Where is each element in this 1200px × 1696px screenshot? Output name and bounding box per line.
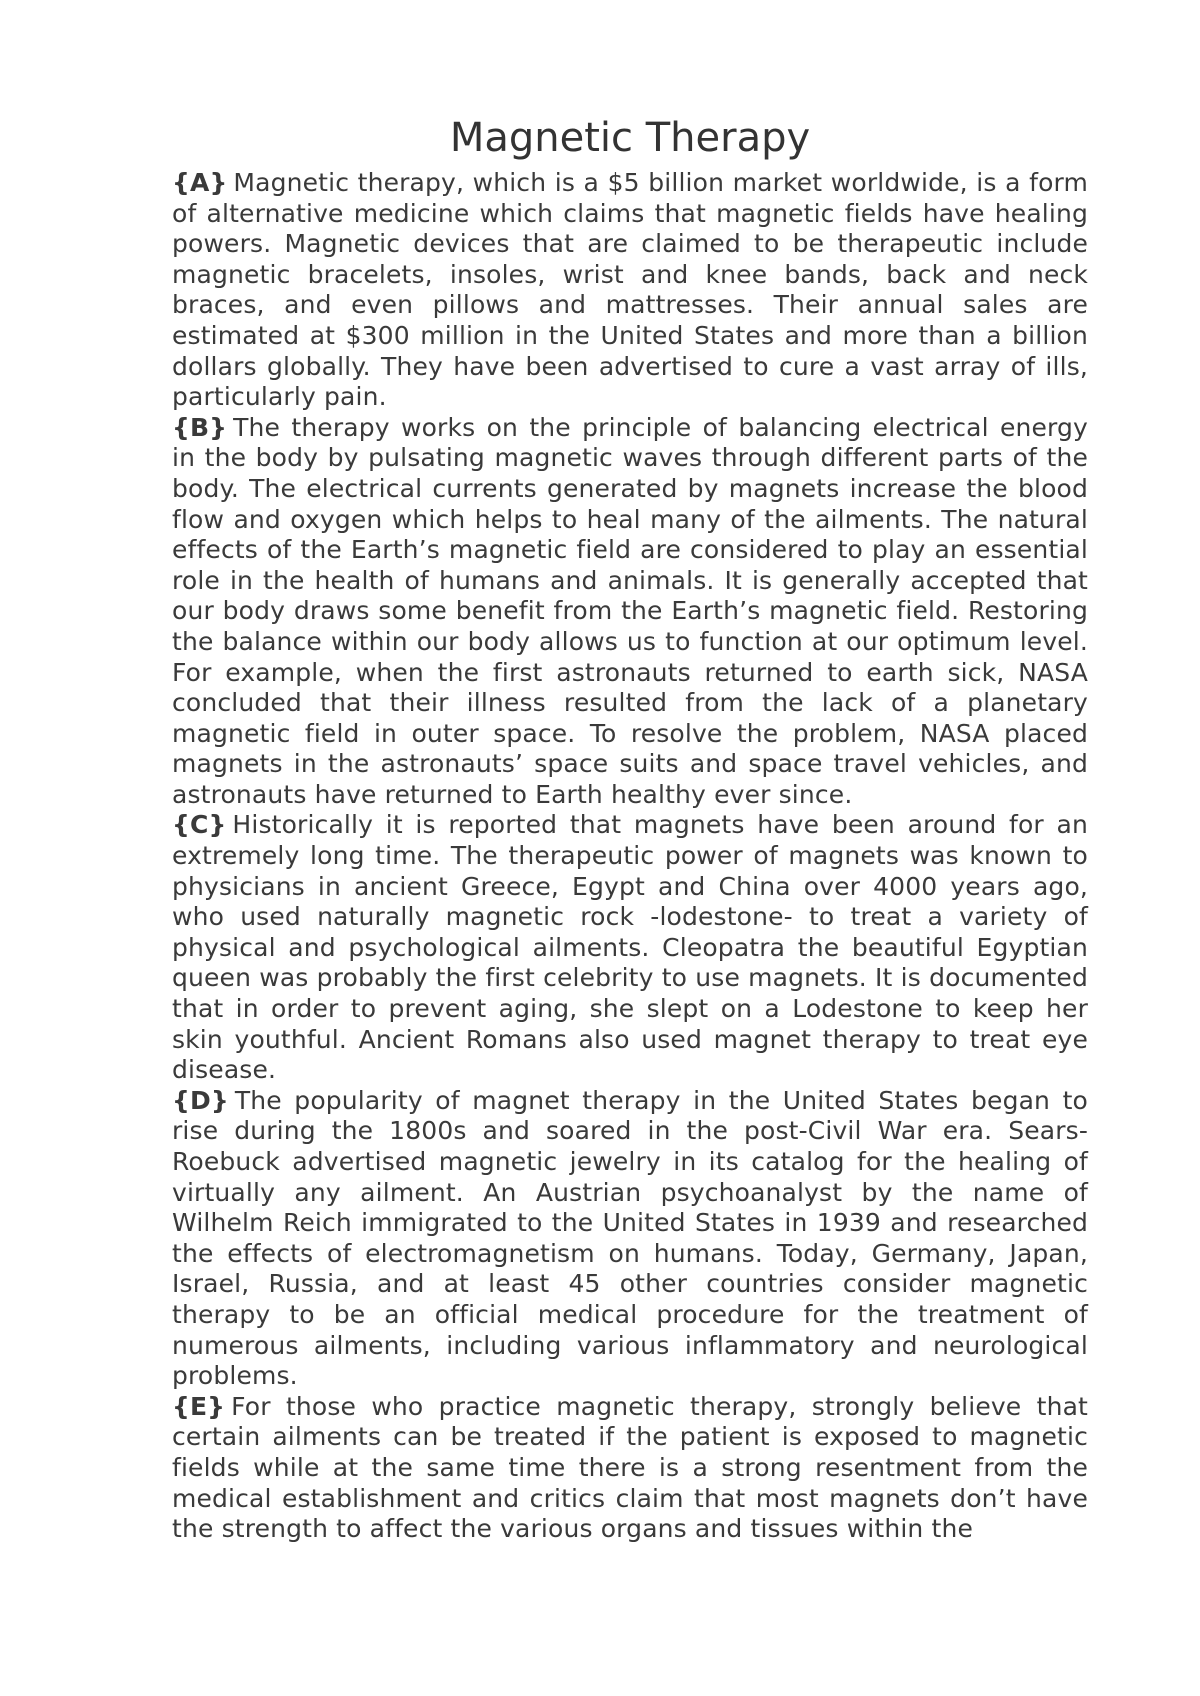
document-title: Magnetic Therapy <box>449 115 811 161</box>
paragraph-label: {D} <box>172 1085 229 1115</box>
paragraph-b <box>172 413 1088 811</box>
paragraph-text: Historically it is reported that magnets have been around for an extremely long time. The therapeutic power of magnets was known to physicians in ancient Greece, Egypt and China over 4000 years ago, who used naturally magnetic rock -lodestone- to treat a variety of physical and psychological ailments. Cleopatra the beautiful Egyptian queen was probably the first celebrity to use magnets. It is documented that in order to prevent aging, she slept on a Lodestone to keep her skin youthful. Ancient Romans also used magnet therapy to treat eye disease. <box>172 810 1088 1085</box>
paragraph-text: The popularity of magnet therapy in the United States began to rise during the 1800s and soared in the post-Civil War era. Sears-Roebuck advertised magnetic jewelry in its catalog for the healing of virtually any ailment. An Austrian psychoanalyst by the name of Wilhelm Reich immigrated to the United States in 1939 and researched the effects of electromagnetism on humans. Today, Germany, Japan, Israel, Russia, and at least 45 other countries consider magnetic therapy to be an official medical procedure for the treatment of numerous ailments, including various inflammatory and neurological problems. <box>172 1085 1088 1391</box>
paragraph-label: {A} <box>172 168 228 197</box>
paragraph-e <box>172 1392 1088 1545</box>
paragraph-d <box>172 1086 1088 1392</box>
paragraph-label: {B} <box>172 412 228 442</box>
paragraph-text: Magnetic therapy, which is a $5 billion market worldwide, is a form of alternative medicine which claims that magnetic fields have healing powers. Magnetic devices that are claimed to be therapeutic include magnetic bracelets, insoles, wrist and knee bands, back and neck braces, and even pillows and mattresses. Their annual sales are estimated at $300 million in the United States and more than a billion dollars globally. They have been advertised to cure a vast array of ills, particularly pain. <box>172 168 1088 412</box>
document-page <box>172 112 1088 1545</box>
paragraph-label: {E} <box>172 1391 226 1421</box>
paragraph-text: The therapy works on the principle of balancing electrical energy in the body by pulsating magnetic waves through different parts of the body. The electrical currents generated by magnets increase the blood flow and oxygen which helps to heal many of the ailments. The natural effects of the Earth’s magnetic field are considered to play an essential role in the health of humans and animals. It is generally accepted that our body draws some benefit from the Earth’s magnetic field. Restoring the balance within our body allows us to function at our optimum level. For example, when the first astronauts returned to earth sick, NASA concluded that their illness resulted from the lack of a planetary magnetic field in outer space. To resolve the problem, NASA placed magnets in the astronauts’ space suits and space travel vehicles, and astronauts have returned to Earth healthy ever since. <box>172 412 1088 809</box>
paragraph-label: {C} <box>172 810 227 840</box>
paragraph-a <box>172 168 1088 413</box>
paragraph-c <box>172 810 1088 1085</box>
paragraph-text: For those who practice magnetic therapy, strongly believe that certain ailments can be treated if the patient is exposed to magnetic fields while at the same time there is a strong resentment from the medical establishment and critics claim that most magnets don’t have the strength to affect the various organs and tissues within the <box>172 1391 1088 1544</box>
